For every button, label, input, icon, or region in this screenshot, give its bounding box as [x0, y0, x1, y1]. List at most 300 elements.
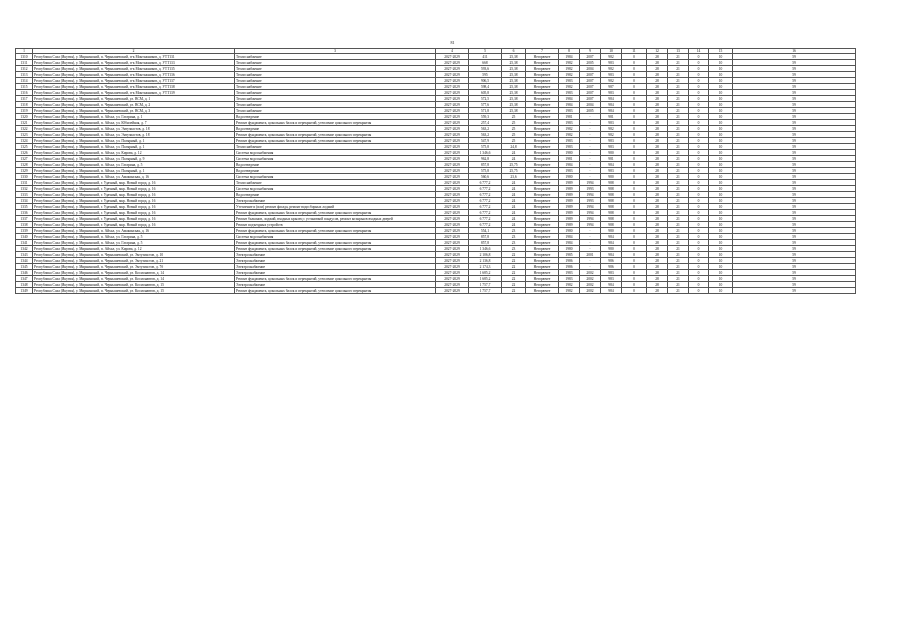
- col-14-cell: 0: [689, 252, 709, 258]
- col-12-cell: 28: [647, 162, 668, 168]
- col-14-cell: 0: [689, 138, 709, 144]
- column-number-cell: 10: [601, 49, 622, 54]
- area-cell: 2 106,8: [469, 252, 502, 258]
- register-table-sheet: [15, 48, 855, 294]
- work-type-cell: Система водоснабжения: [235, 234, 436, 240]
- period-cell: 2027-2029: [436, 132, 469, 138]
- wall-material-cell: Негорючее: [526, 180, 559, 186]
- col-16-cell: 59: [733, 288, 856, 294]
- work-type-cell: Водоотведение: [235, 168, 436, 174]
- area-cell: 593,6: [469, 66, 502, 72]
- col-15-cell: 10: [709, 138, 733, 144]
- col-10-cell: 983: [601, 144, 622, 150]
- col-12-cell: 28: [647, 234, 668, 240]
- wall-material-cell: Негорючее: [526, 210, 559, 216]
- year-built-cell: 1983: [559, 108, 580, 114]
- year-built-cell: 1986: [559, 258, 580, 264]
- period-cell: 2027-2029: [436, 210, 469, 216]
- wall-material-cell: Негорючее: [526, 84, 559, 90]
- row-number-cell: 1340: [16, 234, 33, 240]
- col-16-cell: 59: [733, 228, 856, 234]
- work-type-cell: Водоотведение: [235, 192, 436, 198]
- year-built-cell: 1982: [559, 126, 580, 132]
- work-type-cell: Система водоснабжения: [235, 156, 436, 162]
- col-11-cell: 0: [622, 222, 647, 228]
- work-type-cell: Электроснабжение: [235, 270, 436, 276]
- year-built-cell: 1982: [559, 288, 580, 294]
- column-number-cell: 13: [668, 49, 689, 54]
- col-16-cell: 59: [733, 186, 856, 192]
- year-overhaul-cell: 2007: [580, 96, 601, 102]
- work-type-cell: Теплоснабжение: [235, 60, 436, 66]
- area-cell: 6 777,2: [469, 192, 502, 198]
- address-cell: Республика Саха (Якутия), у. Мирнинский, п. Айхал, ул. Полярный, д. 1: [33, 138, 235, 144]
- year-built-cell: 1980: [559, 246, 580, 252]
- col-11-cell: 0: [622, 192, 647, 198]
- area-cell: 857,8: [469, 240, 502, 246]
- col-13-cell: 21: [668, 78, 689, 84]
- col-14-cell: 0: [689, 114, 709, 120]
- year-built-cell: 1982: [559, 282, 580, 288]
- col-13-cell: 21: [668, 144, 689, 150]
- col-13-cell: 21: [668, 198, 689, 204]
- address-cell: Республика Саха (Якутия), у. Мирнинский, п. Чернышевский, ул. Энтузиастов, д. 7б: [33, 264, 235, 270]
- col-14-cell: 0: [689, 156, 709, 162]
- col-10-cell: 983: [601, 276, 622, 282]
- year-overhaul-cell: 1994: [580, 216, 601, 222]
- col-13-cell: 21: [668, 270, 689, 276]
- col-10-cell: 982: [601, 78, 622, 84]
- wear-cell: 22: [502, 282, 526, 288]
- area-cell: 6 777,2: [469, 204, 502, 210]
- col-14-cell: 0: [689, 198, 709, 204]
- col-15-cell: 10: [709, 276, 733, 282]
- col-16-cell: 59: [733, 138, 856, 144]
- col-16-cell: 59: [733, 54, 856, 60]
- wear-cell: 25,38: [502, 54, 526, 60]
- col-15-cell: 10: [709, 246, 733, 252]
- area-cell: 6 777,2: [469, 222, 502, 228]
- col-13-cell: 21: [668, 228, 689, 234]
- column-number-cell: 16: [733, 49, 856, 54]
- col-10-cell: 982: [601, 66, 622, 72]
- period-cell: 2027-2029: [436, 120, 469, 126]
- year-built-cell: 1989: [559, 180, 580, 186]
- area-cell: 572,5: [469, 96, 502, 102]
- row-number-cell: 1348: [16, 282, 33, 288]
- col-10-cell: 983: [601, 138, 622, 144]
- col-12-cell: 28: [647, 264, 668, 270]
- col-11-cell: 0: [622, 246, 647, 252]
- year-overhaul-cell: -: [580, 258, 601, 264]
- col-13-cell: 21: [668, 96, 689, 102]
- col-13-cell: 21: [668, 168, 689, 174]
- col-12-cell: 28: [647, 144, 668, 150]
- work-type-cell: Теплоснабжение: [235, 102, 436, 108]
- col-10-cell: 988: [601, 210, 622, 216]
- col-14-cell: 0: [689, 192, 709, 198]
- register-table: [15, 48, 856, 294]
- col-10-cell: 986: [601, 264, 622, 270]
- wall-material-cell: Негорючее: [526, 216, 559, 222]
- col-14-cell: 0: [689, 108, 709, 114]
- area-cell: 563,2: [469, 132, 502, 138]
- col-13-cell: 21: [668, 120, 689, 126]
- column-number-cell: 6: [502, 49, 526, 54]
- col-11-cell: 0: [622, 66, 647, 72]
- address-cell: Республика Саха (Якутия), у. Мирнинский, п. Чернышевский, п-к Монтажников, д. УТТ135: [33, 66, 235, 72]
- period-cell: 2027-2029: [436, 60, 469, 66]
- area-cell: 6 777,2: [469, 198, 502, 204]
- col-10-cell: 980: [601, 228, 622, 234]
- col-13-cell: 21: [668, 66, 689, 72]
- work-type-cell: Электроснабжение: [235, 282, 436, 288]
- row-number-cell: 1315: [16, 84, 33, 90]
- col-13-cell: 21: [668, 156, 689, 162]
- year-built-cell: 1983: [559, 78, 580, 84]
- wall-material-cell: Негорючее: [526, 258, 559, 264]
- wear-cell: 25: [502, 132, 526, 138]
- column-number-cell: 11: [622, 49, 647, 54]
- work-type-cell: Теплоснабжение: [235, 78, 436, 84]
- period-cell: 2027-2029: [436, 90, 469, 96]
- work-type-cell: Теплоснабжение: [235, 108, 436, 114]
- col-15-cell: 10: [709, 72, 733, 78]
- col-13-cell: 21: [668, 162, 689, 168]
- col-13-cell: 21: [668, 210, 689, 216]
- col-15-cell: 10: [709, 228, 733, 234]
- col-10-cell: 983: [601, 72, 622, 78]
- row-number-cell: 1344: [16, 258, 33, 264]
- row-number-cell: 1320: [16, 114, 33, 120]
- work-type-cell: Ремонт фундамента, цокольных балок и перекрытий, утепление цокольного перекрытия: [235, 228, 436, 234]
- wear-cell: 24: [502, 150, 526, 156]
- col-12-cell: 28: [647, 204, 668, 210]
- col-13-cell: 21: [668, 204, 689, 210]
- period-cell: 2027-2029: [436, 264, 469, 270]
- col-11-cell: 0: [622, 264, 647, 270]
- area-cell: 668: [469, 60, 502, 66]
- year-built-cell: 1983: [559, 144, 580, 150]
- col-11-cell: 0: [622, 78, 647, 84]
- period-cell: 2027-2029: [436, 138, 469, 144]
- address-cell: Республика Саха (Якутия), у. Мирнинский, г. Удачный, мкр. Новый город, д. 16: [33, 192, 235, 198]
- col-12-cell: 28: [647, 138, 668, 144]
- period-cell: 2027-2029: [436, 228, 469, 234]
- year-overhaul-cell: 2002: [580, 270, 601, 276]
- col-13-cell: 21: [668, 258, 689, 264]
- col-14-cell: 0: [689, 186, 709, 192]
- col-10-cell: 980: [601, 150, 622, 156]
- col-11-cell: 0: [622, 282, 647, 288]
- col-12-cell: 28: [647, 102, 668, 108]
- row-number-cell: 1311: [16, 60, 33, 66]
- wear-cell: 25,38: [502, 102, 526, 108]
- address-cell: Республика Саха (Якутия), у. Мирнинский, п. Чернышевский, п-к Монтажников, д. УТТ138: [33, 84, 235, 90]
- year-built-cell: 1989: [559, 198, 580, 204]
- col-16-cell: 59: [733, 96, 856, 102]
- col-16-cell: 59: [733, 72, 856, 78]
- work-type-cell: Теплоснабжение: [235, 54, 436, 60]
- col-15-cell: 10: [709, 288, 733, 294]
- col-15-cell: 10: [709, 90, 733, 96]
- col-16-cell: 59: [733, 126, 856, 132]
- year-overhaul-cell: -: [580, 168, 601, 174]
- col-12-cell: 28: [647, 90, 668, 96]
- page-number: 81: [450, 40, 455, 45]
- col-15-cell: 10: [709, 126, 733, 132]
- col-16-cell: 59: [733, 66, 856, 72]
- wall-material-cell: Негорючее: [526, 66, 559, 72]
- col-16-cell: 59: [733, 234, 856, 240]
- col-15-cell: 10: [709, 132, 733, 138]
- year-overhaul-cell: 2002: [580, 276, 601, 282]
- work-type-cell: Электроснабжение: [235, 198, 436, 204]
- area-cell: 1 346,6: [469, 246, 502, 252]
- year-built-cell: 1981: [559, 156, 580, 162]
- address-cell: Республика Саха (Якутия), у. Мирнинский, п. Чернышевский, п-к Монтажников, д. УТТ139: [33, 90, 235, 96]
- area-cell: 559,3: [469, 114, 502, 120]
- wall-material-cell: Негорючее: [526, 282, 559, 288]
- col-10-cell: 983: [601, 90, 622, 96]
- period-cell: 2027-2029: [436, 174, 469, 180]
- period-cell: 2027-2029: [436, 246, 469, 252]
- col-11-cell: 0: [622, 276, 647, 282]
- work-type-cell: Теплоснабжение: [235, 72, 436, 78]
- col-14-cell: 0: [689, 180, 709, 186]
- col-14-cell: 0: [689, 174, 709, 180]
- row-number-cell: 1347: [16, 276, 33, 282]
- wall-material-cell: Негорючее: [526, 192, 559, 198]
- col-16-cell: 59: [733, 78, 856, 84]
- col-16-cell: 59: [733, 264, 856, 270]
- year-built-cell: 1986: [559, 264, 580, 270]
- wear-cell: 22: [502, 288, 526, 294]
- col-13-cell: 21: [668, 246, 689, 252]
- period-cell: 2027-2029: [436, 252, 469, 258]
- col-16-cell: 59: [733, 162, 856, 168]
- col-14-cell: 0: [689, 162, 709, 168]
- period-cell: 2027-2029: [436, 276, 469, 282]
- area-cell: 598,4: [469, 84, 502, 90]
- wear-cell: 22: [502, 276, 526, 282]
- work-type-cell: Утепление и (или) ремонт фасада, ремонт водосборных лоджий: [235, 204, 436, 210]
- col-16-cell: 59: [733, 240, 856, 246]
- year-built-cell: 1984: [559, 234, 580, 240]
- row-number-cell: 1326: [16, 150, 33, 156]
- wall-material-cell: Негорючее: [526, 108, 559, 114]
- address-cell: Республика Саха (Якутия), у. Мирнинский, п. Айхал, ул. Кирова, д. 12: [33, 246, 235, 252]
- col-15-cell: 10: [709, 144, 733, 150]
- row-number-cell: 1310: [16, 54, 33, 60]
- col-14-cell: 0: [689, 90, 709, 96]
- year-overhaul-cell: -: [580, 264, 601, 270]
- col-13-cell: 21: [668, 132, 689, 138]
- col-12-cell: 28: [647, 252, 668, 258]
- work-type-cell: Ремонт фундамента, цокольных балок и перекрытий, утепление цокольного перекрытия: [235, 288, 436, 294]
- wall-material-cell: Негорючее: [526, 252, 559, 258]
- wear-cell: 25,38: [502, 90, 526, 96]
- address-cell: Республика Саха (Якутия), у. Мирнинский, п. Айхал, ул. Амакинская, д. 16: [33, 174, 235, 180]
- year-overhaul-cell: 2002: [580, 288, 601, 294]
- row-number-cell: 1318: [16, 102, 33, 108]
- address-cell: Республика Саха (Якутия), у. Мирнинский, п. Айхал, ул. Полярный, д. 9: [33, 156, 235, 162]
- col-12-cell: 28: [647, 126, 668, 132]
- col-15-cell: 10: [709, 186, 733, 192]
- col-12-cell: 28: [647, 150, 668, 156]
- row-number-cell: 1346: [16, 270, 33, 276]
- col-13-cell: 21: [668, 288, 689, 294]
- wall-material-cell: Негорючее: [526, 102, 559, 108]
- area-cell: 6 777,2: [469, 180, 502, 186]
- wall-material-cell: Негорючее: [526, 72, 559, 78]
- address-cell: Республика Саха (Якутия), у. Мирнинский, п. Айхал, ул. Юбилейная, д. 7: [33, 120, 235, 126]
- row-number-cell: 1314: [16, 78, 33, 84]
- year-overhaul-cell: 1994: [580, 222, 601, 228]
- col-13-cell: 21: [668, 72, 689, 78]
- col-16-cell: 59: [733, 192, 856, 198]
- year-built-cell: 1980: [559, 174, 580, 180]
- year-built-cell: 1984: [559, 54, 580, 60]
- col-11-cell: 0: [622, 144, 647, 150]
- col-13-cell: 21: [668, 126, 689, 132]
- work-type-cell: Ремонт балконов, лоджий, входных крылец с установкой пандусов, ремонт козырьков входных дверей: [235, 216, 436, 222]
- row-number-cell: 1323: [16, 132, 33, 138]
- col-12-cell: 28: [647, 132, 668, 138]
- address-cell: Республика Саха (Якутия), у. Мирнинский, п. Айхал, ул. Гагарина, д. 1: [33, 114, 235, 120]
- register-table-body: [16, 49, 856, 294]
- col-16-cell: 59: [733, 168, 856, 174]
- year-overhaul-cell: 1993: [580, 198, 601, 204]
- row-number-cell: 1321: [16, 120, 33, 126]
- wear-cell: 25: [502, 138, 526, 144]
- col-15-cell: 10: [709, 240, 733, 246]
- period-cell: 2027-2029: [436, 222, 469, 228]
- work-type-cell: Водоотведение: [235, 126, 436, 132]
- row-number-cell: 1330: [16, 174, 33, 180]
- work-type-cell: Система водоснабжения: [235, 150, 436, 156]
- wall-material-cell: Негорючее: [526, 234, 559, 240]
- row-number-cell: 1341: [16, 240, 33, 246]
- area-cell: 6 777,2: [469, 186, 502, 192]
- col-12-cell: 28: [647, 78, 668, 84]
- col-10-cell: 984: [601, 102, 622, 108]
- col-15-cell: 10: [709, 174, 733, 180]
- row-number-cell: 1342: [16, 246, 33, 252]
- col-15-cell: 10: [709, 120, 733, 126]
- col-16-cell: 59: [733, 180, 856, 186]
- col-11-cell: 0: [622, 216, 647, 222]
- work-type-cell: Теплоснабжение: [235, 180, 436, 186]
- work-type-cell: Водоотведение: [235, 114, 436, 120]
- col-14-cell: 0: [689, 246, 709, 252]
- col-12-cell: 28: [647, 180, 668, 186]
- col-14-cell: 0: [689, 144, 709, 150]
- address-cell: Республика Саха (Якутия), у. Мирнинский, г. Удачный, мкр. Новый город, д. 16: [33, 198, 235, 204]
- work-type-cell: Ремонт фундамента, цокольных балок и перекрытий, утепление цокольного перекрытия: [235, 120, 436, 126]
- col-14-cell: 0: [689, 168, 709, 174]
- wear-cell: 24: [502, 156, 526, 162]
- column-number-cell: 8: [559, 49, 580, 54]
- col-11-cell: 0: [622, 198, 647, 204]
- col-14-cell: 0: [689, 288, 709, 294]
- year-overhaul-cell: -: [580, 144, 601, 150]
- address-cell: Республика Саха (Якутия), у. Мирнинский, п. Чернышевский, ул. Энтузиастов, д. 21: [33, 258, 235, 264]
- row-number-cell: 1324: [16, 138, 33, 144]
- row-number-cell: 1336: [16, 210, 33, 216]
- year-built-cell: 1984: [559, 162, 580, 168]
- year-overhaul-cell: -: [580, 150, 601, 156]
- period-cell: 2027-2029: [436, 204, 469, 210]
- wear-cell: 25,38: [502, 66, 526, 72]
- col-10-cell: 988: [601, 180, 622, 186]
- wall-material-cell: Негорючее: [526, 78, 559, 84]
- year-built-cell: 1982: [559, 84, 580, 90]
- row-number-cell: 1325: [16, 144, 33, 150]
- col-10-cell: 984: [601, 108, 622, 114]
- wall-material-cell: Негорючее: [526, 150, 559, 156]
- wall-material-cell: Негорючее: [526, 162, 559, 168]
- col-16-cell: 59: [733, 276, 856, 282]
- row-number-cell: 1339: [16, 228, 33, 234]
- address-cell: Республика Саха (Якутия), у. Мирнинский, п. Айхал, ул. Кирова, д. 12: [33, 150, 235, 156]
- area-cell: 605,8: [469, 90, 502, 96]
- col-15-cell: 10: [709, 264, 733, 270]
- year-built-cell: 1984: [559, 96, 580, 102]
- wall-material-cell: Негорючее: [526, 138, 559, 144]
- wear-cell: 22: [502, 270, 526, 276]
- period-cell: 2027-2029: [436, 126, 469, 132]
- col-16-cell: 59: [733, 216, 856, 222]
- year-overhaul-cell: 1994: [580, 210, 601, 216]
- wall-material-cell: Негорючее: [526, 120, 559, 126]
- wall-material-cell: Негорючее: [526, 60, 559, 66]
- area-cell: 571,8: [469, 108, 502, 114]
- period-cell: 2027-2029: [436, 180, 469, 186]
- row-number-cell: 1331: [16, 180, 33, 186]
- wall-material-cell: Негорючее: [526, 228, 559, 234]
- address-cell: Республика Саха (Якутия), у. Мирнинский, п. Чернышевский, ул. Космонавтов, д. 15: [33, 282, 235, 288]
- column-number-cell: 4: [436, 49, 469, 54]
- col-15-cell: 10: [709, 192, 733, 198]
- year-overhaul-cell: 2001: [580, 252, 601, 258]
- wear-cell: 24: [502, 186, 526, 192]
- col-16-cell: 59: [733, 84, 856, 90]
- col-15-cell: 10: [709, 54, 733, 60]
- col-16-cell: 59: [733, 108, 856, 114]
- year-overhaul-cell: 2007: [580, 54, 601, 60]
- col-11-cell: 0: [622, 138, 647, 144]
- col-13-cell: 21: [668, 216, 689, 222]
- col-12-cell: 28: [647, 156, 668, 162]
- year-overhaul-cell: -: [580, 246, 601, 252]
- col-13-cell: 21: [668, 90, 689, 96]
- row-number-cell: 1332: [16, 186, 33, 192]
- col-16-cell: 59: [733, 210, 856, 216]
- row-number-cell: 1343: [16, 252, 33, 258]
- col-15-cell: 10: [709, 114, 733, 120]
- period-cell: 2027-2029: [436, 258, 469, 264]
- period-cell: 2027-2029: [436, 240, 469, 246]
- row-number-cell: 1328: [16, 162, 33, 168]
- period-cell: 2027-2029: [436, 186, 469, 192]
- col-11-cell: 0: [622, 270, 647, 276]
- col-10-cell: 980: [601, 174, 622, 180]
- col-10-cell: 986: [601, 258, 622, 264]
- address-cell: Республика Саха (Якутия), у. Мирнинский, п. Чернышевский, ул. ВСМ, д. 1: [33, 96, 235, 102]
- col-10-cell: 984: [601, 234, 622, 240]
- area-cell: 857,8: [469, 162, 502, 168]
